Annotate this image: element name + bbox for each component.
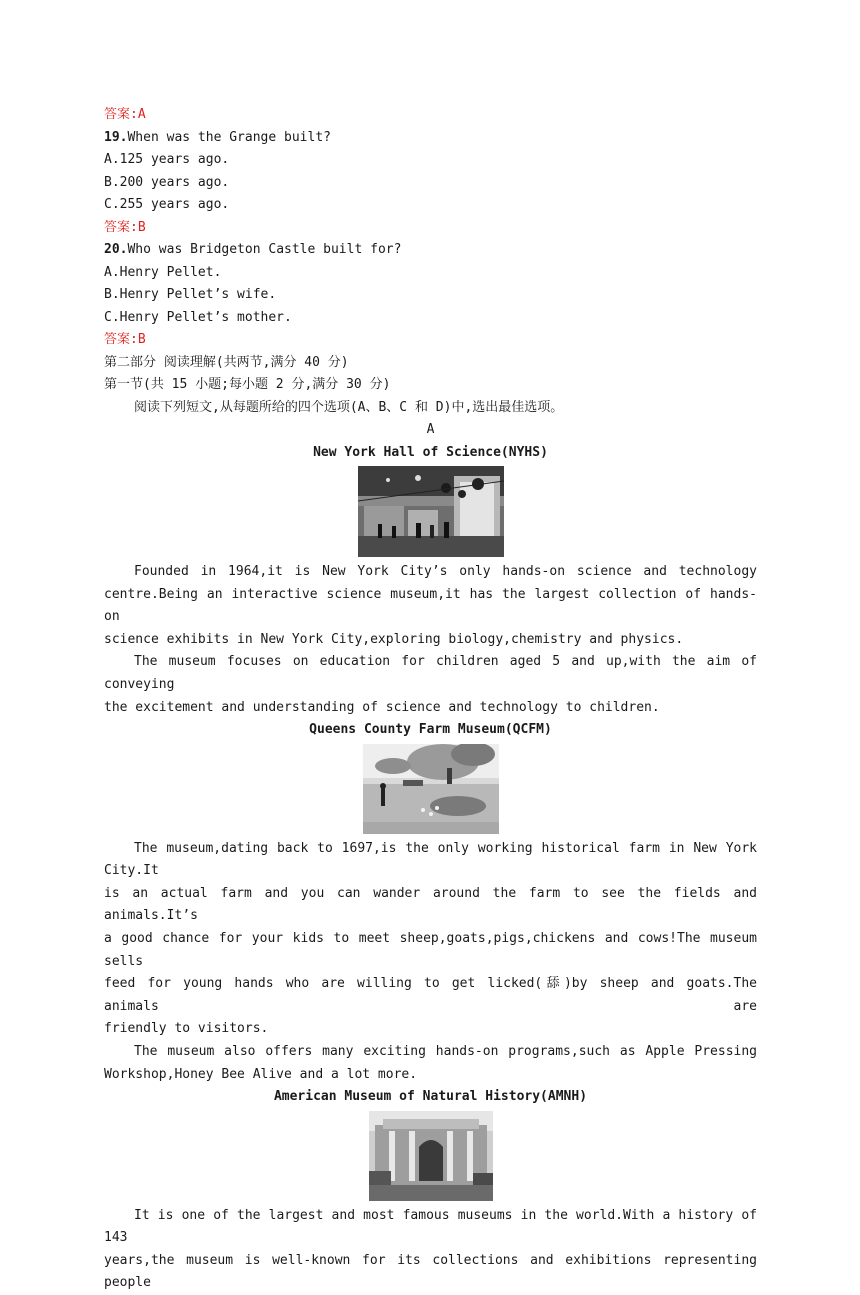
question-19-option-c: C.255 years ago. (104, 197, 230, 212)
document-page (104, 104, 757, 1295)
amnh-paragraph-1 (104, 1205, 757, 1295)
nyhs-p1-line-2: centre.Being an interactive science museum,it has the largest collection of hands-on (104, 586, 757, 625)
nyhs-paragraph-1 (104, 561, 757, 651)
nyhs-p2-line-1: The museum focuses on education for children aged 5 and up,with the aim of conveying (104, 654, 757, 692)
answer-19: 答案:B (104, 219, 146, 235)
passage-letter: A (426, 422, 435, 437)
nyhs-p1-line-3: science exhibits in New York City,exploring biology,chemistry and physics. (104, 631, 684, 647)
question-19-text: When was the Grange built? (127, 129, 331, 145)
question-20-option-b: B.Henry Pellet’s wife. (104, 287, 277, 302)
question-20-text: Who was Bridgeton Castle built for? (127, 242, 402, 257)
qcfm-p1-line-4: feed for young hands who are willing to get licked(舔)by sheep and goats.The animals are (104, 976, 757, 1014)
amnh-photo (369, 1111, 493, 1201)
nyhs-p2-line-2: the excitement and understanding of science and technology to children. (104, 699, 660, 715)
section-one-heading: 第一节(共 15 小题;每小题 2 分,满分 30 分) (104, 377, 391, 392)
qcfm-photo (363, 744, 499, 834)
question-19-option-a: A.125 years ago. (104, 152, 230, 167)
qcfm-p2-line-1: The museum also offers many exciting hands-on programs,such as Apple Pressing (134, 1044, 757, 1059)
qcfm-paragraph-2 (104, 1041, 757, 1086)
qcfm-p2-line-2: Workshop,Honey Bee Alive and a lot more. (104, 1066, 418, 1082)
answer-18: 答案:A (104, 107, 146, 122)
answer-20: 答案:B (104, 332, 146, 347)
amnh-p1-line-2: years,the museum is well-known for its collections and exhibitions representing people (104, 1252, 757, 1291)
question-20 (104, 239, 757, 262)
nyhs-title: New York Hall of Science(NYHS) (313, 444, 548, 460)
amnh-p1-line-1: It is one of the largest and most famous museums in the world.With a history of 143 (104, 1207, 757, 1246)
reading-instruction: 阅读下列短文,从每题所给的四个选项(A、B、C 和 D)中,选出最佳选项。 (134, 399, 564, 415)
qcfm-p1-line-3: a good chance for your kids to meet sheep,goats,pigs,chickens and cows!The museum sells (104, 931, 757, 969)
nyhs-photo (358, 466, 504, 557)
question-20-option-a: A.Henry Pellet. (104, 264, 222, 280)
nyhs-paragraph-2 (104, 651, 757, 719)
question-19 (104, 127, 757, 150)
qcfm-p1-line-1: The museum,dating back to 1697,is the only working historical farm in New York City.It (104, 840, 757, 879)
qcfm-p1-line-2: is an actual farm and you can wander around the farm to see the fields and animals.It’s (104, 885, 757, 924)
part-two-heading: 第二部分 阅读理解(共两节,满分 40 分) (104, 354, 349, 370)
qcfm-title: Queens County Farm Museum(QCFM) (309, 722, 552, 738)
qcfm-paragraph-1 (104, 838, 757, 1041)
nyhs-p1-line-1: Founded in 1964,it is New York City’s only hands-on science and technology (134, 564, 757, 579)
question-20-number: 20. (104, 242, 128, 257)
question-19-number: 19. (104, 129, 128, 145)
question-20-option-c: C.Henry Pellet’s mother. (104, 309, 292, 325)
question-19-option-b: B.200 years ago. (104, 174, 230, 190)
amnh-title: American Museum of Natural History(AMNH) (273, 1089, 588, 1105)
qcfm-p1-line-5: friendly to visitors. (104, 1021, 269, 1037)
